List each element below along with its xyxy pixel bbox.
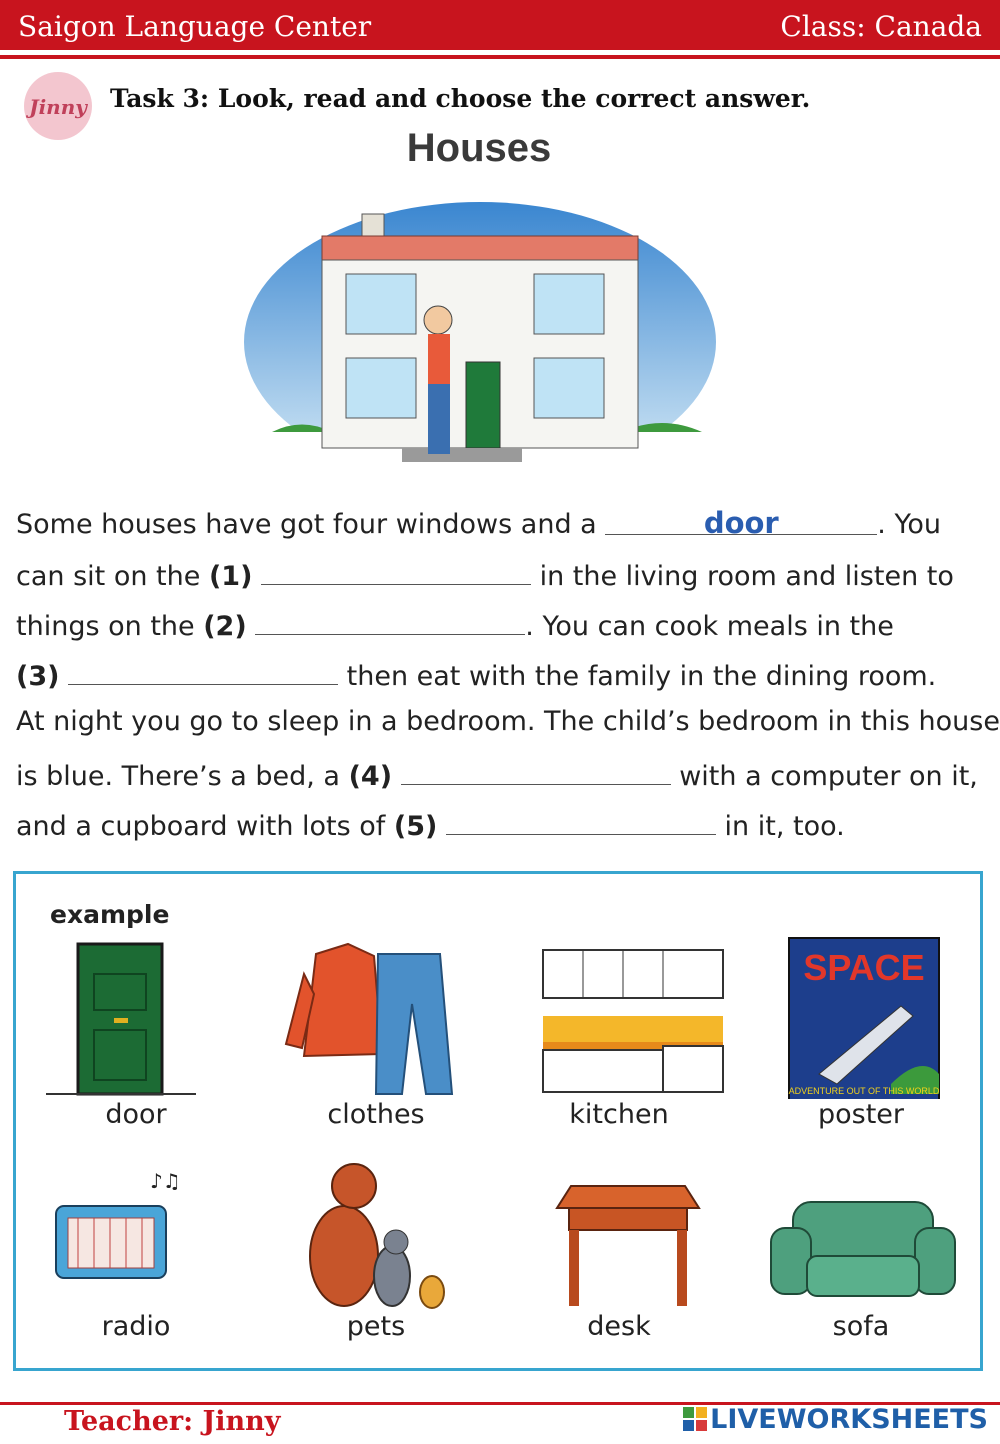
kitchen-icon	[499, 934, 739, 1099]
word-bank-item-desk[interactable]: desk	[499, 1146, 739, 1356]
example-answer-blank: door	[605, 506, 877, 535]
word-bank-item-poster[interactable]: SPACE ADVENTURE OUT OF THIS WORLD poster	[741, 934, 981, 1144]
logo-text: Jinny	[29, 95, 87, 119]
task-instruction: Task 3: Look, read and choose the correct answer.	[110, 84, 811, 113]
svg-text:♪♫: ♪♫	[150, 1169, 181, 1193]
word-bank-item-radio[interactable]: ♪♫ radio	[16, 1146, 256, 1356]
passage-line-6: is blue. There’s a bed, a (4) with a computer on it,	[16, 756, 978, 796]
passage-line-2: can sit on the (1) in the living room and listen to	[16, 556, 954, 596]
answer-blank-3[interactable]	[68, 656, 338, 685]
pets-icon	[256, 1146, 496, 1311]
header-bar	[0, 0, 1000, 50]
header-divider	[0, 55, 1000, 59]
word-bank-item-clothes[interactable]: clothes	[256, 934, 496, 1144]
word-bank-item-pets[interactable]: pets	[256, 1146, 496, 1356]
word-bank-item-kitchen[interactable]: kitchen	[499, 934, 739, 1144]
word-bank-item-sofa[interactable]: sofa	[741, 1146, 981, 1356]
word-bank-box	[13, 871, 983, 1371]
passage-line-3: things on the (2) . You can cook meals in the	[16, 606, 894, 646]
page-title: Houses	[406, 126, 552, 170]
house-illustration	[242, 192, 718, 484]
passage-line-5: At night you go to sleep in a bedroom. The child’s bedroom in this house	[16, 706, 1000, 737]
liveworksheets-logo-icon	[683, 1407, 707, 1431]
poster-icon	[741, 934, 981, 1099]
passage-line-1: Some houses have got four windows and a door . You	[16, 506, 941, 540]
door-icon	[16, 934, 256, 1099]
passage-line-7: and a cupboard with lots of (5) in it, too.	[16, 806, 845, 846]
liveworksheets-brand[interactable]: LIVEWORKSHEETS	[683, 1404, 988, 1435]
answer-blank-4[interactable]	[401, 756, 671, 785]
answer-blank-1[interactable]	[261, 556, 531, 585]
svg-text:SPACE: SPACE	[803, 947, 925, 988]
teacher-name: Teacher: Jinny	[64, 1406, 281, 1437]
svg-text:ADVENTURE OUT OF THIS WORLD: ADVENTURE OUT OF THIS WORLD	[788, 1086, 940, 1096]
school-name: Saigon Language Center	[18, 10, 372, 43]
word-bank-item-door[interactable]: door	[16, 934, 256, 1144]
desk-icon	[499, 1146, 739, 1311]
clothes-icon	[256, 934, 496, 1099]
radio-icon	[16, 1146, 256, 1311]
answer-blank-2[interactable]	[255, 606, 525, 635]
example-label: example	[50, 900, 170, 929]
sofa-icon	[741, 1146, 981, 1311]
answer-blank-5[interactable]	[446, 806, 716, 835]
passage-line-4: (3) then eat with the family in the dining room.	[16, 656, 936, 696]
class-label: Class: Canada	[780, 10, 982, 43]
